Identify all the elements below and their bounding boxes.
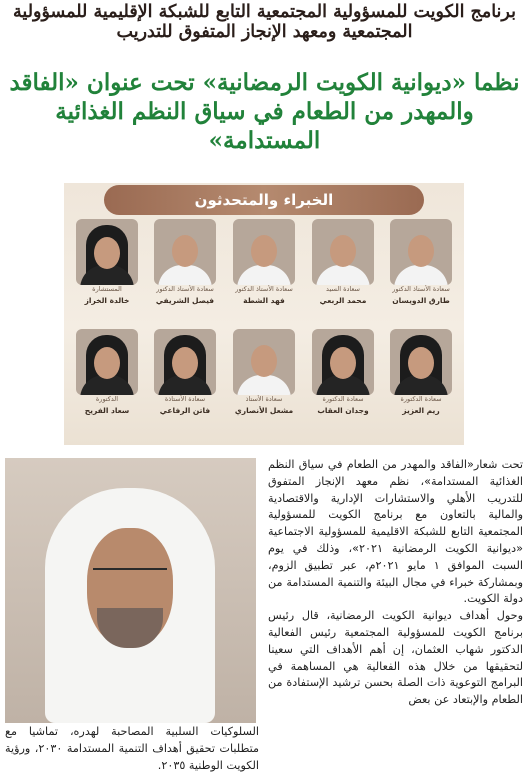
speaker-photo xyxy=(154,329,216,395)
speaker-title: المستشارة xyxy=(92,285,122,293)
speaker-title: سعادة الأستاذ الدكتور xyxy=(156,285,214,293)
speakers-banner: الخبراء والمتحدثون xyxy=(104,185,424,215)
article-body-continued: السلوكيات السلبية المصاحبة لهدره، تماشيا مع متطلبات تحقيق أهداف التنمية المستدامة ٢٠٣٠، ورؤية الكويت الوطنية ٢٠٣٥. xyxy=(5,725,259,772)
speaker-name: فهد الشطة xyxy=(243,296,285,305)
speaker-card xyxy=(72,219,142,305)
speaker-name: وجدان العقاب xyxy=(317,406,369,415)
speakers-panel xyxy=(64,183,464,445)
speaker-title: سعادة الأستاذ الدكتور xyxy=(235,285,293,293)
speaker-photo xyxy=(154,219,216,285)
speaker-photo xyxy=(312,219,374,285)
speaker-card xyxy=(386,329,456,415)
speaker-photo xyxy=(390,329,452,395)
speaker-title: سعادة الأستاذة xyxy=(164,395,206,403)
speaker-card xyxy=(386,219,456,305)
speaker-photo xyxy=(390,219,452,285)
speaker-name: سعاد الفريح xyxy=(84,406,130,415)
article-body: تحت شعار«الفاقد والمهدر من الطعام في سياق النظم الغذائية المستدامة»، نظم معهد الإنجاز المتفوق للتدريب الأهلي والاستشارات الإدارية والاقتصادية والمالية بالتعاون مع برنامج الكويت للمسؤولية المجتمعية التابع للشبكة الاقليمية للمسؤولية الاجتماعية «ديوانية الكويت الرمضانية ٢٠٢١»، وذلك في يوم السبت الموافق ١ مايو ٢٠٢١م، عبر تطبيق الزوم، وبمشاركة خبراء في مجال البيئة والتنمية المستدامة من دولة الكويت. وحول أهداف ديوانية الكويت الرمضانية، قال رئيس برنامج الكويت للمسؤولية المجتمعية رئيس الفعالية الدكتور شهاب العثمان، إن أهم الأهداف التي سعينا لتحقيقها من خلال هذه الفعالية هي المساهمة في البرامج التوعوية ذات الصلة بحسن ترشيد الإستفادة من الطعام والإبتعاد عن بعض xyxy=(268,458,524,707)
portrait-photo xyxy=(5,458,256,723)
speaker-photo xyxy=(312,329,374,395)
speaker-card xyxy=(72,329,142,415)
speaker-title: سعادة الدكتورة xyxy=(400,395,442,403)
speaker-card xyxy=(308,329,378,415)
speaker-title: سعادة الدكتورة xyxy=(322,395,364,403)
speaker-title: سعادة السيد xyxy=(326,285,360,293)
speaker-card xyxy=(150,219,220,305)
speaker-name: خالدة الخراز xyxy=(84,296,130,305)
speaker-name: ريم العزيز xyxy=(402,406,440,415)
speaker-photo xyxy=(76,219,138,285)
speaker-card xyxy=(308,219,378,305)
speaker-photo xyxy=(233,219,295,285)
speaker-name: فاتن الرفاعي xyxy=(159,406,211,415)
speaker-name: محمد الربعي xyxy=(319,296,367,305)
speaker-title: الدكتورة xyxy=(95,395,119,403)
speaker-name: فيصل الشريفي xyxy=(155,296,215,305)
speaker-photo xyxy=(233,329,295,395)
speaker-photo xyxy=(76,329,138,395)
speaker-name: طارق الدويسان xyxy=(392,296,450,305)
speaker-card xyxy=(229,219,299,305)
article-kicker: برنامج الكويت للمسؤولية المجتمعية التابع للشبكة الإقليمية للمسؤولية المجتمعية ومعهد الإنجاز المتفوق للتدريب xyxy=(13,2,516,42)
speaker-title: سعادة الأستاذ الدكتور xyxy=(392,285,450,293)
speaker-name: مشعل الأنصاري xyxy=(234,406,294,415)
speaker-card xyxy=(229,329,299,415)
article-headline: نظما «ديوانية الكويت الرمضانية» تحت عنوان «الفاقد والمهدر من الطعام في سياق النظم الغذائية المستدامة» xyxy=(9,69,520,154)
speaker-card xyxy=(150,329,220,415)
speaker-title: سعادة الأستاذ xyxy=(245,395,283,403)
